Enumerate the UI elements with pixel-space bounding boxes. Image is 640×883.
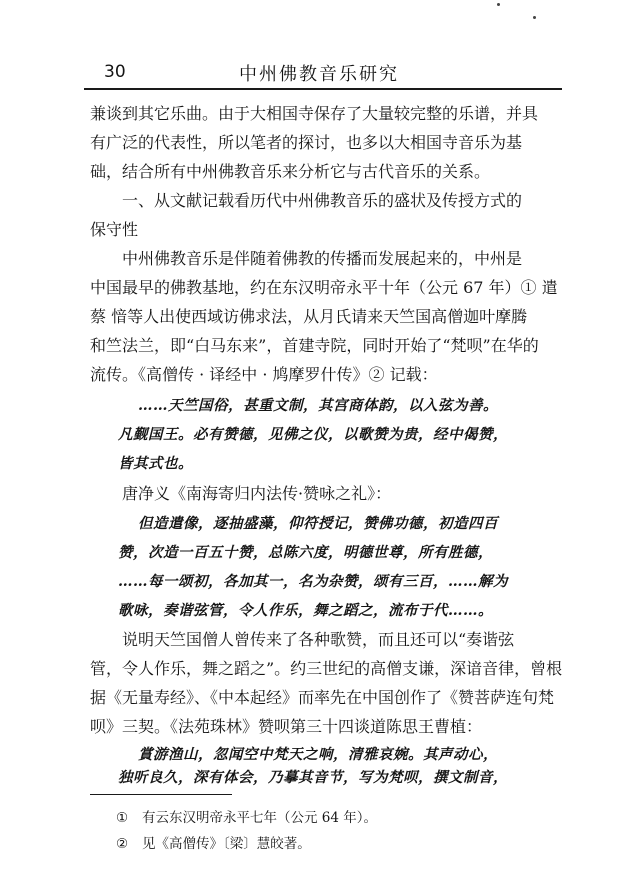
body-line: 呗》三契。《法苑珠林》赞呗第三十四谈道陈思王曹植：	[90, 717, 483, 736]
quote-line: 但造遣像，逐抽盛藻，仰符授记，赞佛功德，初造四百	[138, 515, 498, 532]
body-line: 础，结合所有中州佛教音乐来分析它与古代音乐的关系。	[90, 162, 491, 181]
body-line: 管，令人作乐，舞之蹈之”。约三世纪的高僧支谦，深谙音律，曾根	[90, 659, 563, 678]
quote-line: 皆其式也。	[118, 455, 193, 472]
body-line: 中国最早的佛教基地，约在东汉明帝永平十年（公元 67 年）① 遣	[90, 278, 558, 297]
print-speck	[497, 3, 500, 6]
quote-line: 歌咏，奏谐弦管，令人作乐，舞之蹈之，流布于代……。	[118, 602, 493, 619]
footnote-rule	[90, 794, 232, 795]
body-line: 说明天竺国僧人曾传来了各种歌赞，而且还可以“奏谐弦	[90, 630, 515, 649]
running-title: 中州佛教音乐研究	[239, 64, 399, 85]
quote-line: ……每一颂初，各加其一，名为杂赞，颂有三百，……解为	[118, 573, 508, 590]
print-speck	[533, 16, 536, 19]
footnote-mark: ①	[116, 810, 129, 826]
footnote	[116, 809, 377, 827]
body-line: 据《无量寿经》、《中本起经》而率先在中国创作了《赞菩萨连句梵	[90, 688, 555, 707]
body-line: 蔡 愔等人出使西域访佛求法，从月氏请来天竺国高僧迦叶摩腾	[90, 307, 528, 326]
body-line: 唐净义《南海寄归内法传·赞咏之礼》：	[122, 484, 392, 503]
header-rule	[84, 88, 562, 90]
quote-line: 賞游渔山，忽闻空中梵天之响，清雅哀婉。其声动心，	[138, 746, 498, 763]
footnote-text: 有云东汉明帝永平七年（公元 64 年）。	[142, 810, 378, 826]
section-heading-line: 一、从文献记载看历代中州佛教音乐的盛状及传授方式的	[90, 191, 523, 210]
page-number: 30	[104, 62, 126, 82]
quote-line: 独听良久，深有体会，乃摹其音节，写为梵呗，撰文制音，	[118, 769, 508, 786]
quote-line: 凡觐国王。必有赞德，见佛之仪，以歌赞为贵，经中偈赞，	[118, 426, 508, 443]
body-line: 兼谈到其它乐曲。由于大相国寺保存了大量较完整的乐谱，并具	[90, 104, 539, 123]
quote-line: 赞，次造一百五十赞，总陈六度，明德世尊，所有胜德，	[118, 544, 493, 561]
quote-line: ……天竺国俗，甚重文制，其宫商体韵，以入弦为善。	[138, 397, 498, 414]
footnote-text: 见《高僧传》〔梁〕慧皎著。	[142, 836, 311, 852]
body-line: 流传。《高僧传 · 译经中 · 鸠摩罗什传》② 记载：	[90, 365, 438, 384]
footnote-mark: ②	[116, 836, 129, 852]
page-header	[84, 58, 554, 86]
section-heading-line: 保守性	[90, 220, 139, 239]
footnote	[116, 835, 311, 853]
body-line: 有广泛的代表性，所以笔者的探讨，也多以大相国寺音乐为基	[90, 133, 523, 152]
body-line: 和竺法兰，即“白马东来”，首建寺院，同时开始了“梵呗”在华的	[90, 336, 539, 355]
body-line: 中州佛教音乐是伴随着佛教的传播而发展起来的，中州是	[90, 249, 523, 268]
